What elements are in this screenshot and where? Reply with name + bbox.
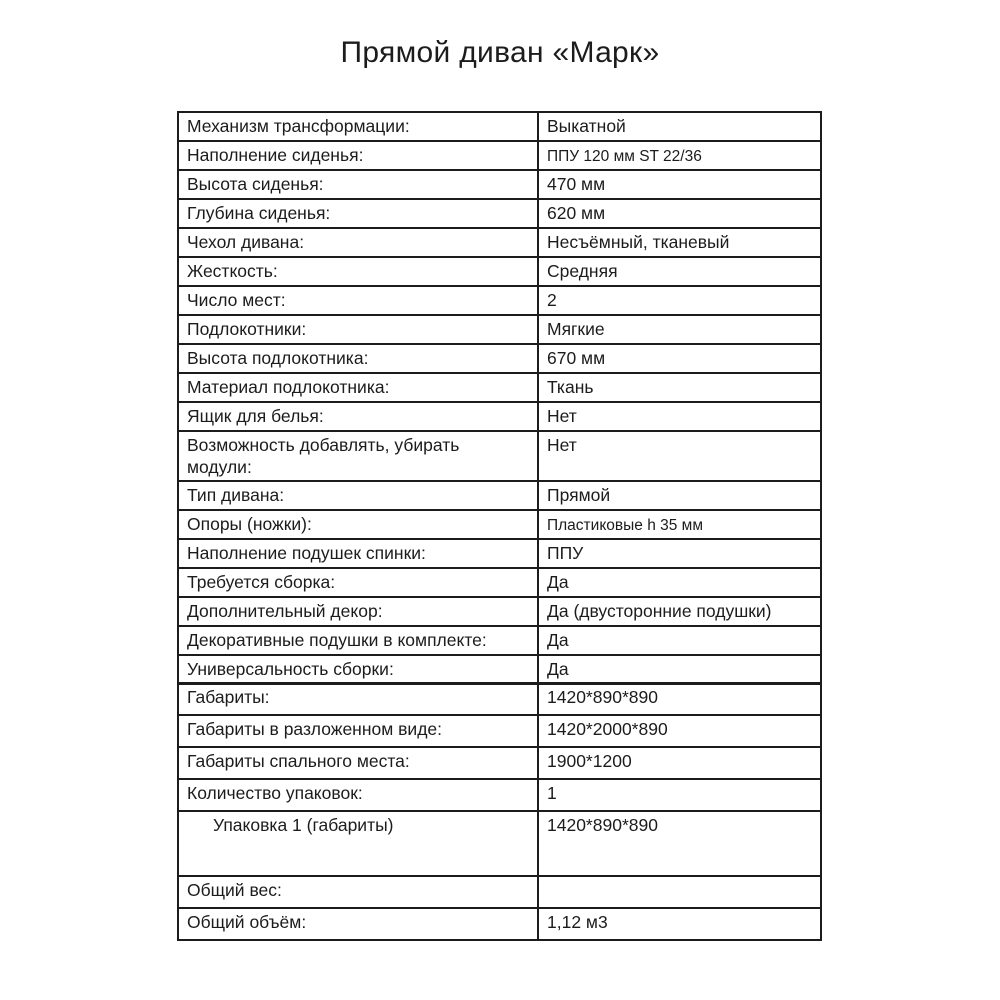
spec-value: Да	[547, 572, 569, 593]
spec-label-cell	[178, 431, 538, 481]
spec-value: Да	[547, 659, 569, 680]
spec-label-cell	[178, 626, 538, 655]
spec-value-cell	[538, 539, 821, 568]
spec-value: 470 мм	[547, 174, 606, 194]
spec-value-cell	[538, 112, 821, 141]
spec-value: Да (двусторонние подушки)	[547, 601, 772, 622]
spec-value-cell	[538, 199, 821, 228]
table-row	[178, 597, 821, 626]
spec-label-cell	[178, 597, 538, 626]
table-row	[178, 112, 821, 141]
spec-label: Подлокотники:	[187, 319, 307, 339]
spec-label: Наполнение сиденья:	[187, 145, 364, 165]
spec-label-cell	[178, 315, 538, 344]
dimensions-table-body	[178, 683, 821, 940]
spec-label: Универсальность сборки:	[187, 659, 394, 680]
spec-value: Пластиковые h 35 мм	[547, 517, 703, 535]
dimension-label: Габариты спального места:	[187, 751, 410, 771]
table-row	[178, 655, 821, 684]
spec-label-cell	[178, 568, 538, 597]
dimension-label: Упаковка 1 (габариты)	[213, 815, 394, 835]
spec-label: Требуется сборка:	[187, 572, 336, 593]
dimension-label: Общий вес:	[187, 880, 282, 900]
spec-value-cell	[538, 228, 821, 257]
spec-value-cell	[538, 257, 821, 286]
dimension-value-cell	[538, 747, 821, 779]
dimension-label: Количество упаковок:	[187, 783, 363, 803]
spec-label-cell	[178, 141, 538, 170]
spec-value: Нет	[547, 406, 577, 426]
spec-label-cell	[178, 510, 538, 539]
spec-value-cell	[538, 626, 821, 655]
dimension-value: 1	[547, 783, 557, 803]
spec-value: 670 мм	[547, 348, 606, 368]
spec-value: Выкатной	[547, 116, 626, 136]
spec-value-cell	[538, 373, 821, 402]
spec-value-cell	[538, 568, 821, 597]
spec-value-cell	[538, 315, 821, 344]
spec-label: Возможность добавлять, убирать модули:	[187, 435, 460, 477]
dimension-label-cell	[178, 811, 538, 876]
spec-value: ППУ	[547, 543, 584, 564]
spec-label: Глубина сиденья:	[187, 203, 331, 223]
spec-label: Опоры (ножки):	[187, 514, 312, 535]
spec-value: Мягкие	[547, 319, 605, 339]
dimension-value-cell	[538, 811, 821, 876]
table-row	[178, 228, 821, 257]
dimension-value: 1420*890*890	[547, 687, 658, 707]
table-row	[178, 402, 821, 431]
spec-value-cell	[538, 402, 821, 431]
dimension-label-cell	[178, 876, 538, 908]
spec-label: Высота сиденья:	[187, 174, 324, 194]
dimension-value: 1,12 м3	[547, 912, 608, 932]
spec-label-cell	[178, 655, 538, 684]
dimension-value-cell	[538, 908, 821, 940]
table-row	[178, 779, 821, 811]
spec-label-cell	[178, 344, 538, 373]
spec-value-cell	[538, 344, 821, 373]
spec-label-cell	[178, 481, 538, 510]
spec-value-cell	[538, 655, 821, 684]
table-row	[178, 344, 821, 373]
spec-label: Тип дивана:	[187, 485, 285, 506]
spec-label-cell	[178, 286, 538, 315]
table-row	[178, 683, 821, 715]
specifications-table-body	[178, 112, 821, 684]
spec-value: Несъёмный, тканевый	[547, 232, 730, 252]
spec-value: ППУ 120 мм ST 22/36	[547, 148, 702, 165]
spec-value-cell	[538, 481, 821, 510]
spec-value-cell	[538, 170, 821, 199]
dimension-value: 1420*2000*890	[547, 719, 668, 739]
spec-label: Чехол дивана:	[187, 232, 305, 252]
table-row	[178, 908, 821, 940]
spec-value: 2	[547, 290, 557, 310]
spec-label: Жесткость:	[187, 261, 278, 281]
spec-label-cell	[178, 539, 538, 568]
spec-label-cell	[178, 170, 538, 199]
table-row	[178, 170, 821, 199]
spec-value-cell	[538, 431, 821, 481]
dimension-value-cell	[538, 683, 821, 715]
spec-label-cell	[178, 257, 538, 286]
spec-label-cell	[178, 199, 538, 228]
spec-label-cell	[178, 402, 538, 431]
table-row	[178, 747, 821, 779]
page-title: Прямой диван «Марк»	[340, 36, 660, 69]
spec-value-cell	[538, 510, 821, 539]
dimension-label: Габариты:	[187, 687, 270, 707]
spec-label-cell	[178, 373, 538, 402]
dimension-label-cell	[178, 683, 538, 715]
spec-value-cell	[538, 286, 821, 315]
table-row	[178, 715, 821, 747]
dimension-value-cell	[538, 779, 821, 811]
spec-value: Ткань	[547, 377, 594, 397]
spec-value: Прямой	[547, 485, 611, 506]
table-row	[178, 286, 821, 315]
dimension-label-cell	[178, 779, 538, 811]
table-row	[178, 481, 821, 510]
spec-label: Механизм трансформации:	[187, 116, 410, 136]
table-row	[178, 199, 821, 228]
dimension-label-cell	[178, 908, 538, 940]
dimension-value: 1900*1200	[547, 751, 632, 771]
spec-value: Средняя	[547, 261, 618, 281]
spec-label: Материал подлокотника:	[187, 377, 390, 397]
table-row	[178, 141, 821, 170]
spec-label: Ящик для белья:	[187, 406, 324, 426]
dimension-value-cell	[538, 876, 821, 908]
spec-label: Высота подлокотника:	[187, 348, 369, 368]
dimension-value: 1420*890*890	[547, 815, 658, 835]
table-row	[178, 373, 821, 402]
table-row	[178, 510, 821, 539]
spec-label: Число мест:	[187, 290, 286, 310]
spec-value-cell	[538, 597, 821, 626]
spec-value-cell	[538, 141, 821, 170]
table-row	[178, 568, 821, 597]
table-row	[178, 257, 821, 286]
spec-value: 620 мм	[547, 203, 606, 223]
spec-label-cell	[178, 112, 538, 141]
specifications-table	[177, 111, 822, 685]
dimension-label: Габариты в разложенном виде:	[187, 719, 443, 739]
dimension-label-cell	[178, 715, 538, 747]
spec-label: Наполнение подушек спинки:	[187, 543, 426, 564]
table-row	[178, 811, 821, 876]
spec-label-cell	[178, 228, 538, 257]
dimension-value-cell	[538, 715, 821, 747]
spec-value: Нет	[547, 435, 577, 455]
dimensions-table	[177, 682, 822, 941]
spec-label: Дополнительный декор:	[187, 601, 383, 622]
table-row	[178, 315, 821, 344]
dimension-label: Общий объём:	[187, 912, 307, 932]
dimension-label-cell	[178, 747, 538, 779]
table-row	[178, 431, 821, 481]
table-row	[178, 876, 821, 908]
table-row	[178, 539, 821, 568]
spec-label: Декоративные подушки в комплекте:	[187, 630, 487, 651]
spec-value: Да	[547, 630, 569, 651]
table-row	[178, 626, 821, 655]
